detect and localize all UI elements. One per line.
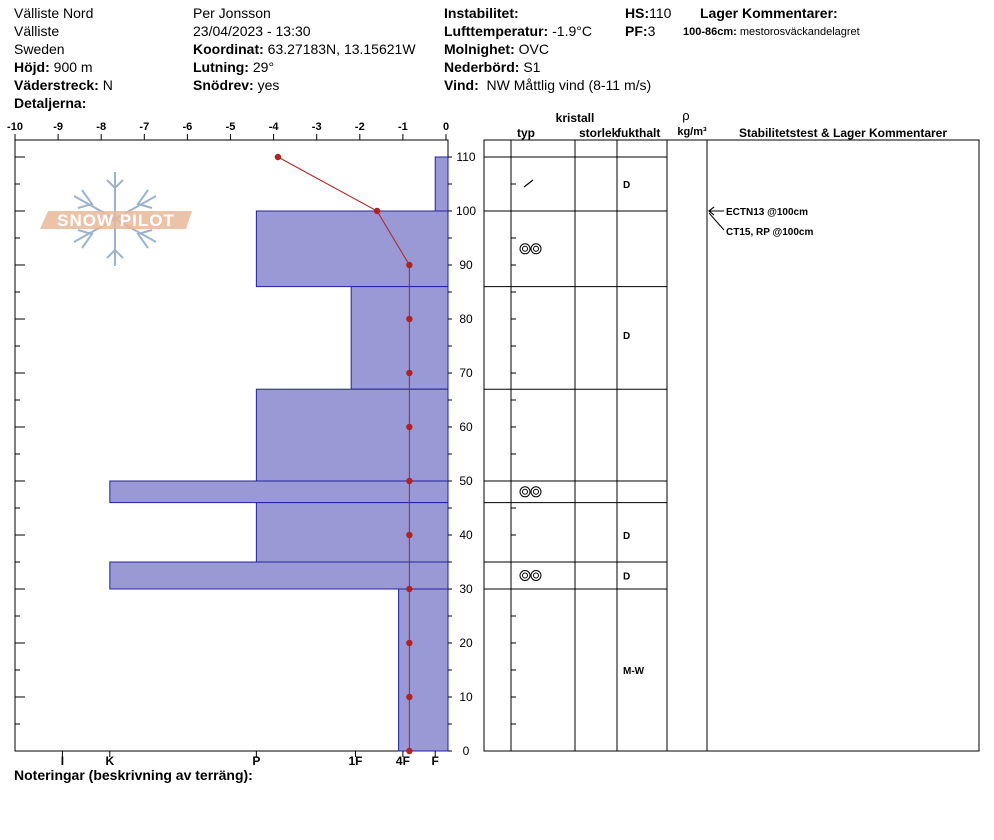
aspect-label: Väderstreck: <box>14 77 99 93</box>
height-tick-label: 110 <box>456 150 476 164</box>
height-tick-label: 10 <box>459 690 473 704</box>
crystal-circle-inner <box>523 489 528 494</box>
hardness-bar <box>256 503 448 562</box>
elevation-value: 900 m <box>53 59 93 75</box>
hardness-bar <box>110 562 448 589</box>
temperature-point <box>406 640 412 646</box>
datetime: 23/04/2023 - 13:30 <box>193 23 311 39</box>
stability-leader-line <box>709 213 724 230</box>
clouds-label: Molnighet: <box>444 41 515 57</box>
temperature-tick-label: -2 <box>354 121 365 133</box>
wetness-label: D <box>623 531 631 542</box>
temperature-tick-label: -6 <box>182 121 193 133</box>
height-tick-label: 80 <box>459 312 473 326</box>
temperature-tick-label: -3 <box>311 121 322 133</box>
temperature-point <box>406 316 412 322</box>
wetness-label: D <box>623 571 631 583</box>
hardness-bar <box>256 211 448 287</box>
crystal-rounded-icon <box>520 571 541 581</box>
hardness-bar <box>435 157 448 211</box>
stability-test-label: CT15, RP @100cm <box>726 227 814 238</box>
crystal-circle-inner <box>523 246 528 251</box>
hardness-tick-label: F <box>431 754 439 768</box>
logo-text: SNOW PILOT <box>57 211 175 230</box>
height-tick-label: 50 <box>459 474 473 488</box>
hardness-axis <box>61 751 439 768</box>
wetness-label: D <box>623 180 631 191</box>
hardness-bar <box>399 589 448 751</box>
layer-comments-label: Lager Kommentarer: <box>700 5 838 21</box>
crystal-header: kristall <box>555 111 595 125</box>
wind-label: Vind: <box>444 77 479 93</box>
height-tick-label: 100 <box>455 204 477 218</box>
layer-table-height-ticks <box>511 157 516 751</box>
pf-value: 3 <box>647 23 656 39</box>
stability-tests <box>709 207 813 238</box>
crystal-circle-outer <box>520 571 530 581</box>
crystal-circle-outer <box>520 487 530 497</box>
height-tick-label: 20 <box>459 636 473 650</box>
height-tick-label: 70 <box>459 366 473 380</box>
crystal-circle-inner <box>534 246 539 251</box>
stability-header: Stabilitetstest & Lager Kommentarer <box>738 126 948 140</box>
temperature-point <box>275 154 281 160</box>
height-tick-label: 40 <box>459 528 473 542</box>
airtemp-label: Lufttemperatur: <box>444 23 549 39</box>
layer-comment-range: 100-86cm: <box>683 26 737 38</box>
crystal-rounded-icon <box>520 244 541 254</box>
layer-comment-text: mestorosväckandelagret <box>739 26 860 38</box>
crystal-slash-icon <box>524 180 533 187</box>
temperature-point <box>406 478 412 484</box>
coords-value: 63.27183N, 13.15621W <box>267 41 416 57</box>
density-header: kg/m³ <box>677 126 707 138</box>
details-label: Detaljerna: <box>14 95 87 111</box>
temperature-tick-label: -7 <box>139 121 150 133</box>
coords-label: Koordinat: <box>193 41 264 57</box>
hardness-tick-label: K <box>105 754 115 768</box>
height-tick-label: 90 <box>459 258 473 272</box>
height-tick-label: 60 <box>459 420 473 434</box>
rho-header: ρ <box>682 108 690 123</box>
temperature-point <box>406 370 412 376</box>
observer: Per Jonsson <box>193 5 271 21</box>
wind-value: NW Måttlig vind (8-11 m/s) <box>486 77 652 93</box>
temperature-point <box>374 208 380 214</box>
hs-label: HS: <box>625 5 650 21</box>
hardness-tick-label: I <box>60 754 65 768</box>
region: Välliste <box>14 23 60 39</box>
hardness-bar <box>110 481 448 503</box>
temperature-point <box>406 262 412 268</box>
notes-label: Noteringar (beskrivning av terräng): <box>14 767 253 783</box>
wetness-label: M-W <box>623 666 645 677</box>
temperature-point <box>406 532 412 538</box>
instability-label: Instabilitet: <box>444 5 519 21</box>
country: Sweden <box>14 41 65 57</box>
temperature-tick-label: -10 <box>7 121 23 133</box>
temperature-tick-label: -8 <box>96 121 107 133</box>
hardness-tick-label: P <box>252 754 261 768</box>
table-column-lines <box>511 140 707 751</box>
crystal-circle-outer <box>531 571 541 581</box>
temperature-tick-label: -9 <box>53 121 63 133</box>
slope-value: 29° <box>252 59 275 75</box>
stability-test-label: ECTN13 @100cm <box>726 207 809 218</box>
crystal-rounded-icon <box>520 487 541 497</box>
temperature-tick-label: -4 <box>268 121 279 133</box>
temperature-point <box>406 694 412 700</box>
hardness-bar <box>256 389 448 481</box>
crystal-circle-outer <box>520 244 530 254</box>
wetness-header: fukthalt <box>617 126 661 140</box>
aspect-value: N <box>102 77 113 93</box>
hardness-bars <box>110 157 448 751</box>
crystal-circle-inner <box>534 573 539 578</box>
snowdrift-value: yes <box>257 77 280 93</box>
temperature-point <box>406 424 412 430</box>
crystal-circle-inner <box>534 489 539 494</box>
crystal-circle-outer <box>531 487 541 497</box>
snowdrift-label: Snödrev: <box>193 77 254 93</box>
airtemp-value: -1.9°C <box>552 23 592 39</box>
elevation-label: Höjd: <box>14 59 50 75</box>
hs-value: 110 <box>649 5 672 21</box>
wetness-label: D <box>623 331 631 343</box>
hardness-tick-label: 1F <box>348 754 363 768</box>
location-name: Välliste Nord <box>14 5 94 21</box>
clouds-value: OVC <box>518 41 549 57</box>
crystal-circle-outer <box>531 244 541 254</box>
hardness-tick-label: 4F <box>395 754 410 768</box>
precip-label: Nederbörd: <box>444 59 520 75</box>
temperature-axis <box>7 121 449 140</box>
hardness-bar <box>351 287 448 390</box>
temperature-tick-label: 0 <box>442 121 450 133</box>
temperature-point <box>406 586 412 592</box>
height-tick-label: 30 <box>459 582 473 596</box>
slope-label: Lutning: <box>193 59 249 75</box>
height-tick-label: 0 <box>462 744 470 758</box>
precip-value: S1 <box>523 59 541 75</box>
size-header: storlek <box>579 126 619 140</box>
snowpilot-logo <box>40 172 192 266</box>
type-header: typ <box>517 126 535 140</box>
pf-label: PF: <box>625 23 648 39</box>
temperature-tick-label: -1 <box>398 121 408 133</box>
temperature-tick-label: -5 <box>225 121 236 133</box>
crystal-circle-inner <box>523 573 528 578</box>
